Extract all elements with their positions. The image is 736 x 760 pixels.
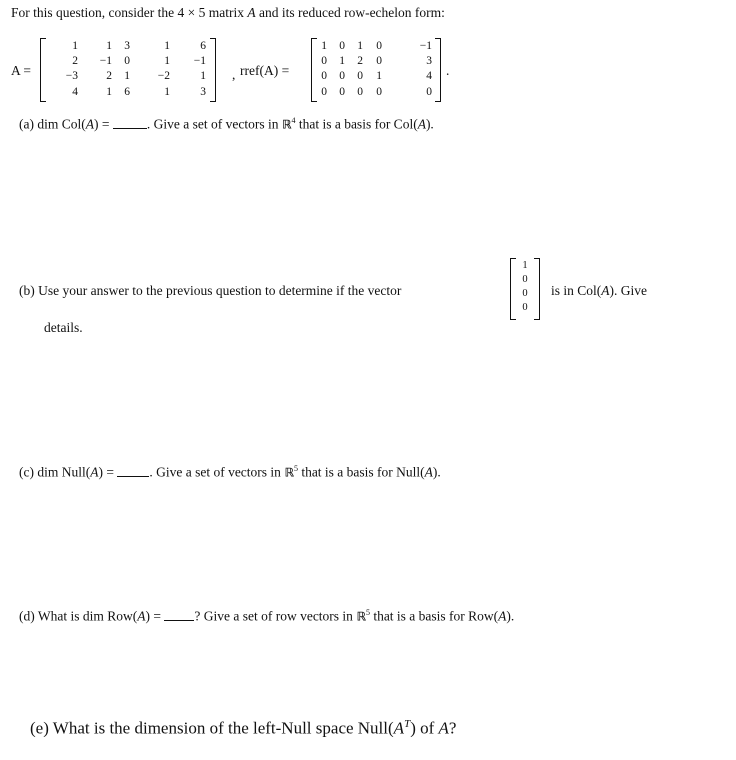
matrix-a-cell: 1 [164, 55, 170, 67]
matrix-a-cell: −1 [99, 55, 112, 67]
matrix-a-cell: 6 [124, 86, 130, 98]
matrix-a-cell: 3 [124, 40, 130, 52]
rref-cell: 1 [321, 40, 327, 52]
vector-entry: 0 [522, 302, 528, 313]
vector-entry: 0 [522, 274, 528, 285]
rref-cell: 1 [339, 55, 345, 67]
matrix-a-cell: 1 [164, 86, 170, 98]
rref-matrix [311, 38, 441, 104]
question-b-line1-end: is in Col(A). Give [551, 283, 648, 298]
matrix-a-right-bracket [210, 38, 216, 102]
matrix-a-cell: 2 [72, 55, 78, 67]
matrix-a-cell: 1 [106, 40, 112, 52]
rref-label: rref(A) = [240, 63, 290, 78]
vector-entry: 1 [522, 260, 528, 271]
matrix-a-cell: 3 [200, 86, 206, 98]
matrix-a-cell: 2 [106, 70, 112, 82]
answer-blank-a[interactable] [113, 117, 147, 129]
rref-cell: 0 [426, 86, 432, 98]
vector-right-bracket [534, 258, 540, 320]
question-c: (c) dim Null(A) = . Give a set of vectors in ℝ$^5$ that is a basis for Null(A). [19, 464, 441, 480]
intro-text-1: For this question, consider the [11, 5, 175, 20]
intro-text-2: matrix [208, 5, 244, 20]
matrix-a [40, 38, 216, 104]
matrix-a-cell: 1 [200, 70, 206, 82]
rref-cell: 4 [426, 70, 432, 82]
matrix-a-cell: −3 [65, 70, 78, 82]
matrix-a-cell: 1 [124, 70, 130, 82]
rref-cell: 3 [426, 55, 432, 67]
intro-line [11, 5, 445, 21]
matrix-a-label: A = [11, 63, 31, 78]
rref-cell: 0 [357, 86, 363, 98]
question-b-line1: (b) Use your answer to the previous question to determine if the vector [19, 283, 402, 298]
matrix-a-cell: −1 [193, 55, 206, 67]
rref-cell: 1 [376, 70, 382, 82]
matrix-a-cell: 1 [106, 86, 112, 98]
intro-var: A [247, 5, 256, 20]
matrix-a-left-bracket [40, 38, 46, 102]
rref-period: . [446, 63, 450, 78]
rref-cell: 1 [357, 40, 363, 52]
matrix-comma: , [232, 67, 236, 82]
question-b-line2: details. [44, 320, 83, 335]
matrix-a-cell: 1 [164, 40, 170, 52]
rref-cell: 0 [376, 86, 382, 98]
matrix-a-cell: 1 [72, 40, 78, 52]
rref-cell: 0 [321, 55, 327, 67]
answer-blank-c[interactable] [117, 465, 149, 477]
rref-cell: −1 [419, 40, 432, 52]
rref-cell: 0 [357, 70, 363, 82]
question-a: (a) dim Col(A) = . Give a set of vectors in ℝ$^4$ that is a basis for Col(A). [19, 116, 434, 132]
answer-blank-d[interactable] [164, 609, 194, 621]
vector-entry: 0 [522, 288, 528, 299]
rref-cell: 0 [376, 40, 382, 52]
matrix-a-cell: 4 [72, 86, 78, 98]
matrix-a-cell: −2 [157, 70, 170, 82]
question-d: (d) What is dim Row(A) = ? Give a set of row vectors in ℝ$^5$ that is a basis for Row(A). [19, 608, 515, 624]
rref-cell: 0 [339, 86, 345, 98]
matrix-a-cell: 0 [124, 55, 130, 67]
question-b-vector [510, 258, 540, 322]
rref-right-bracket [435, 38, 441, 102]
rref-cell: 2 [357, 55, 363, 67]
rref-cell: 0 [376, 55, 382, 67]
vector-left-bracket [510, 258, 516, 320]
rref-cell: 0 [321, 70, 327, 82]
question-e: (e) What is the dimension of the left-Null space $Null(A^T)$ of A? [30, 718, 457, 738]
intro-text-3: and its reduced row-echelon form: [258, 5, 445, 20]
rref-cell: 0 [321, 86, 327, 98]
matrix-a-cell: 6 [200, 40, 206, 52]
rref-cell: 0 [339, 70, 345, 82]
rref-cell: 0 [339, 40, 345, 52]
intro-dims: 4 × 5 [177, 5, 206, 20]
